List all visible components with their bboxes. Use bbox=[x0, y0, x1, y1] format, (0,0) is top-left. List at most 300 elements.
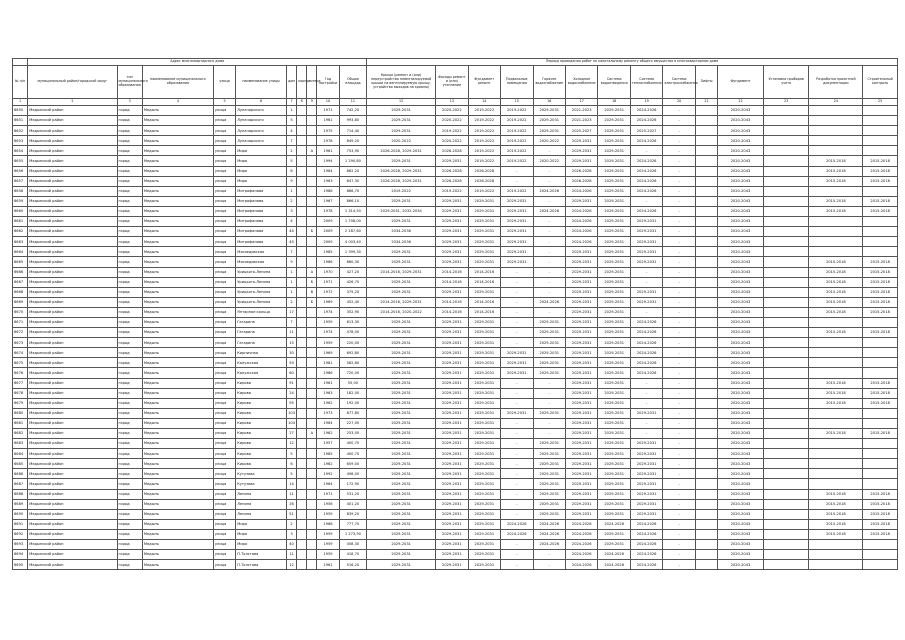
table-cell: 6695 bbox=[13, 560, 28, 570]
table-cell bbox=[809, 459, 863, 469]
table-cell: 2024-2026 bbox=[630, 206, 662, 216]
table-cell: 6653 bbox=[13, 136, 28, 146]
table-cell bbox=[307, 509, 317, 519]
table-cell: - bbox=[663, 459, 695, 469]
table-cell bbox=[307, 247, 317, 257]
table-cell: 2029-2031 bbox=[501, 348, 533, 358]
table-cell bbox=[809, 106, 863, 116]
table-cell bbox=[307, 489, 317, 499]
table-cell: Медынский район bbox=[28, 429, 117, 439]
table-cell: - bbox=[663, 196, 695, 206]
column-number: 16 bbox=[533, 99, 565, 106]
table-cell: 2029-2031 bbox=[533, 469, 565, 479]
table-cell: - bbox=[663, 368, 695, 378]
column-number: 4 bbox=[142, 99, 213, 106]
table-cell: 375,20 bbox=[339, 287, 366, 297]
table-cell: 2029-2031 bbox=[630, 479, 662, 489]
table-cell: 2029-2031 bbox=[598, 267, 630, 277]
table-cell bbox=[695, 277, 717, 287]
table-cell bbox=[297, 459, 307, 469]
table-cell bbox=[695, 217, 717, 227]
table-cell: 6667 bbox=[13, 277, 28, 287]
table-cell: улица bbox=[213, 257, 235, 267]
table-cell: Медынский район bbox=[28, 418, 117, 428]
table-cell: 2024-2026 bbox=[630, 550, 662, 560]
table-cell bbox=[763, 529, 809, 539]
table-cell: - bbox=[533, 287, 565, 297]
column-header: наименование улицы bbox=[236, 66, 287, 99]
column-header: Система теплоснабжения bbox=[630, 66, 662, 99]
table-cell bbox=[763, 489, 809, 499]
column-number: 22 bbox=[718, 99, 764, 106]
column-header: Фундамент bbox=[718, 66, 764, 99]
table-cell: 2015-2018 bbox=[863, 287, 898, 297]
table-cell: улица bbox=[213, 116, 235, 126]
table-cell: - bbox=[501, 489, 533, 499]
table-cell bbox=[297, 560, 307, 570]
table-cell: 6665 bbox=[13, 257, 28, 267]
table-cell bbox=[763, 449, 809, 459]
table-cell: Митрофанова bbox=[236, 186, 287, 196]
table-cell: Медынь bbox=[142, 529, 213, 539]
table-cell: 993,80 bbox=[339, 116, 366, 126]
table-cell bbox=[809, 439, 863, 449]
table-cell bbox=[307, 237, 317, 247]
table-cell: Кутузова bbox=[236, 479, 287, 489]
table-cell: 2029-2031 bbox=[367, 418, 436, 428]
table-cell: 1973 bbox=[317, 408, 339, 418]
table-cell bbox=[809, 126, 863, 136]
table-cell: 2029-2031 bbox=[565, 267, 597, 277]
table-cell: 866,10 bbox=[339, 196, 366, 206]
table-cell: 2020-2043 bbox=[718, 206, 764, 216]
table-cell: город bbox=[117, 358, 142, 368]
table-cell bbox=[297, 146, 307, 156]
table-cell bbox=[297, 166, 307, 176]
table-cell: - bbox=[501, 560, 533, 570]
table-cell: 6652 bbox=[13, 126, 28, 136]
table-cell: 2019-2022 bbox=[501, 186, 533, 196]
table-cell: 2029-2031 bbox=[367, 499, 436, 509]
table-cell: 2034-2036 bbox=[367, 227, 436, 237]
table-cell: 55,00 bbox=[339, 378, 366, 388]
table-cell: 1961 bbox=[317, 560, 339, 570]
table-cell: 2021-2023 bbox=[565, 116, 597, 126]
table-cell: Медынь bbox=[142, 499, 213, 509]
table-cell bbox=[695, 519, 717, 529]
table-cell: 9 bbox=[286, 257, 296, 267]
table-cell: Медынский район bbox=[28, 156, 117, 166]
table-cell: - bbox=[663, 267, 695, 277]
table-cell: - bbox=[501, 317, 533, 327]
table-cell bbox=[695, 116, 717, 126]
table-cell: 1967 bbox=[317, 196, 339, 206]
table-cell bbox=[307, 136, 317, 146]
table-cell: 714,40 bbox=[339, 126, 366, 136]
table-cell: 1986 bbox=[317, 257, 339, 267]
table-cell: - bbox=[663, 217, 695, 227]
column-header: Год постройки bbox=[317, 66, 339, 99]
table-cell bbox=[307, 196, 317, 206]
table-cell: 2 bbox=[286, 297, 296, 307]
table-cell: 2029-2031 bbox=[367, 529, 436, 539]
table-cell bbox=[695, 247, 717, 257]
table-cell: 182,00 bbox=[339, 388, 366, 398]
table-cell: 2020-2043 bbox=[718, 146, 764, 156]
table-cell: 2029-2031 bbox=[533, 338, 565, 348]
table-row bbox=[13, 388, 898, 398]
table-cell: 2020-2043 bbox=[718, 509, 764, 519]
table-cell bbox=[763, 217, 809, 227]
table-cell: 2029-2031 bbox=[598, 136, 630, 146]
table-cell: 2015-2018 bbox=[809, 196, 863, 206]
table-cell: Медынский район bbox=[28, 348, 117, 358]
table-cell: 2029-2031 bbox=[533, 328, 565, 338]
table-cell bbox=[695, 297, 717, 307]
table-cell: улица bbox=[213, 408, 235, 418]
table-cell: 2019-2022 bbox=[468, 106, 500, 116]
table-cell: 2029-2031 bbox=[367, 489, 436, 499]
table-cell: Мира bbox=[236, 176, 287, 186]
table-cell: 2015-2018 bbox=[863, 499, 898, 509]
table-cell: 2024-2026 bbox=[630, 338, 662, 348]
table-cell bbox=[809, 338, 863, 348]
table-cell bbox=[695, 560, 717, 570]
table-cell: 91 bbox=[286, 378, 296, 388]
table-cell bbox=[695, 237, 717, 247]
table-cell: 6693 bbox=[13, 540, 28, 550]
table-row bbox=[13, 217, 898, 227]
table-cell: 1959 bbox=[317, 509, 339, 519]
table-cell: 2019-2022 bbox=[501, 156, 533, 166]
table-cell: Мира bbox=[236, 146, 287, 156]
table-cell: 103 bbox=[286, 408, 296, 418]
table-cell: 2029-2031 bbox=[436, 247, 468, 257]
table-cell bbox=[297, 499, 307, 509]
table-cell: Медынь bbox=[142, 186, 213, 196]
table-cell: 2015-2018 bbox=[863, 257, 898, 267]
table-cell: - bbox=[663, 297, 695, 307]
table-cell: Медынский район bbox=[28, 247, 117, 257]
table-cell: 2029-2031 bbox=[598, 479, 630, 489]
table-cell: Медынский район bbox=[28, 328, 117, 338]
table-cell: - bbox=[663, 429, 695, 439]
table-cell: 2029-2031 bbox=[468, 368, 500, 378]
column-number: 5 bbox=[213, 99, 235, 106]
table-cell: 2029-2031 bbox=[630, 449, 662, 459]
table-cell bbox=[695, 307, 717, 317]
table-cell: 2015-2018 bbox=[809, 509, 863, 519]
table-cell bbox=[763, 176, 809, 186]
table-cell: 2015-2018 bbox=[863, 509, 898, 519]
table-row bbox=[13, 267, 898, 277]
table-cell bbox=[863, 146, 898, 156]
terms-group-header: Период проведения работ по капитальному ремонту общего имущества в многоквартирном доме bbox=[367, 59, 898, 66]
table-cell bbox=[863, 126, 898, 136]
table-cell: - bbox=[501, 540, 533, 550]
table-cell: 2024-2026 bbox=[533, 540, 565, 550]
table-cell: 2024-2026 bbox=[565, 560, 597, 570]
table-cell: 2015-2018 bbox=[863, 328, 898, 338]
table-cell: Медынь bbox=[142, 459, 213, 469]
table-cell bbox=[307, 206, 317, 216]
table-cell: 692,80 bbox=[339, 348, 366, 358]
table-cell: 6664 bbox=[13, 247, 28, 257]
table-cell: 2029-2031 bbox=[630, 499, 662, 509]
table-cell: 172,90 bbox=[339, 479, 366, 489]
table-cell: 2024-2026 bbox=[565, 529, 597, 539]
table-cell: 2019-2022 bbox=[468, 186, 500, 196]
table-cell: 2029-2031 bbox=[598, 418, 630, 428]
table-cell: 2029-2031 bbox=[565, 247, 597, 257]
table-cell: 2029-2031 bbox=[468, 519, 500, 529]
table-cell: - bbox=[663, 106, 695, 116]
table-cell: 2015-2018 bbox=[809, 307, 863, 317]
table-cell: 2029-2031 bbox=[367, 348, 436, 358]
table-cell: 2024-2026 bbox=[533, 519, 565, 529]
table-cell: - bbox=[630, 418, 662, 428]
table-cell bbox=[763, 237, 809, 247]
table-row bbox=[13, 338, 898, 348]
table-cell: город bbox=[117, 348, 142, 358]
table-cell: - bbox=[663, 317, 695, 327]
table-cell: 2015-2018 bbox=[863, 267, 898, 277]
table-row bbox=[13, 277, 898, 287]
table-cell: 2024-2026 bbox=[598, 550, 630, 560]
table-cell: 2029-2031 bbox=[533, 358, 565, 368]
table-cell: - bbox=[663, 146, 695, 156]
table-cell: 2029-2031 bbox=[630, 227, 662, 237]
table-cell: улица bbox=[213, 429, 235, 439]
table-cell: 2020-2043 bbox=[718, 519, 764, 529]
table-cell: Медынь bbox=[142, 297, 213, 307]
table-cell bbox=[809, 550, 863, 560]
table-cell bbox=[863, 317, 898, 327]
table-cell bbox=[809, 317, 863, 327]
table-cell: А bbox=[307, 267, 317, 277]
table-cell: Медынский район bbox=[28, 176, 117, 186]
table-cell: 2029-2031 bbox=[565, 287, 597, 297]
column-header: Крыша (ремонт и (или) переустройство невентилируемой крыши на вентилируемую крышу, устройство выходов на кровлю) bbox=[367, 66, 436, 99]
table-cell: 1981 bbox=[317, 358, 339, 368]
table-cell bbox=[695, 176, 717, 186]
table-cell bbox=[695, 368, 717, 378]
table-cell: 2020-2043 bbox=[718, 156, 764, 166]
table-cell: 2020-2043 bbox=[718, 540, 764, 550]
table-cell: 2026-2028 bbox=[436, 146, 468, 156]
address-group-header: Адрес многоквартирного дома bbox=[28, 59, 367, 66]
table-cell: Кирова bbox=[236, 429, 287, 439]
table-cell: 2015-2018 bbox=[863, 378, 898, 388]
column-number: 11 bbox=[339, 99, 366, 106]
table-cell bbox=[763, 550, 809, 560]
table-cell: П.Толстова bbox=[236, 560, 287, 570]
table-cell: Медынский район bbox=[28, 338, 117, 348]
table-cell: Медынь bbox=[142, 116, 213, 126]
table-cell: 2029-2031 bbox=[436, 287, 468, 297]
column-number: 1 bbox=[13, 99, 28, 106]
table-cell: 2015-2018 bbox=[809, 489, 863, 499]
table-cell: Медынский район bbox=[28, 529, 117, 539]
column-number: 10 bbox=[317, 99, 339, 106]
table-cell bbox=[809, 136, 863, 146]
table-cell: 2029-2031 bbox=[367, 126, 436, 136]
table-cell: 1961 bbox=[317, 378, 339, 388]
table-cell: 2029-2031 bbox=[598, 449, 630, 459]
table-cell: Медынский район bbox=[28, 297, 117, 307]
table-cell: - bbox=[663, 388, 695, 398]
table-cell bbox=[307, 116, 317, 126]
table-cell: 2015-2018 bbox=[809, 388, 863, 398]
column-header: дом bbox=[286, 66, 296, 99]
table-cell: 2020-2043 bbox=[718, 499, 764, 509]
table-cell: Медынский район bbox=[28, 358, 117, 368]
table-cell: 2029-2031 bbox=[468, 247, 500, 257]
table-cell: город bbox=[117, 277, 142, 287]
table-cell: Медынский район bbox=[28, 439, 117, 449]
column-number: 14 bbox=[468, 99, 500, 106]
table-cell: улица bbox=[213, 459, 235, 469]
table-cell: Медынь bbox=[142, 560, 213, 570]
table-cell bbox=[763, 408, 809, 418]
table-cell: - bbox=[663, 116, 695, 126]
table-cell bbox=[297, 368, 307, 378]
table-cell: улица bbox=[213, 338, 235, 348]
table-cell: 2029-2031 bbox=[468, 388, 500, 398]
table-cell: 2019-2022 bbox=[468, 136, 500, 146]
table-cell bbox=[695, 459, 717, 469]
table-cell: 2024-2026 bbox=[630, 560, 662, 570]
table-cell bbox=[307, 186, 317, 196]
table-cell: город bbox=[117, 469, 142, 479]
table-cell: 2020-2043 bbox=[718, 378, 764, 388]
table-cell: 2029-2031 bbox=[598, 358, 630, 368]
table-cell: 2029-2031 bbox=[436, 408, 468, 418]
table-cell: - bbox=[533, 217, 565, 227]
table-cell: - bbox=[630, 388, 662, 398]
table-cell: 2020-2043 bbox=[718, 489, 764, 499]
table-cell: Медынь bbox=[142, 136, 213, 146]
table-cell: город bbox=[117, 398, 142, 408]
table-cell: 2024-2026 bbox=[630, 348, 662, 358]
table-cell bbox=[763, 378, 809, 388]
table-cell: Медынь bbox=[142, 287, 213, 297]
table-cell: 2029-2031 bbox=[436, 328, 468, 338]
table-cell: 2024-2026 bbox=[598, 560, 630, 570]
table-cell bbox=[297, 550, 307, 560]
table-cell: - bbox=[501, 338, 533, 348]
column-number: 3 bbox=[117, 99, 142, 106]
table-cell bbox=[297, 388, 307, 398]
table-cell bbox=[863, 348, 898, 358]
table-cell: Медынь bbox=[142, 307, 213, 317]
table-cell: Калужская bbox=[236, 358, 287, 368]
table-cell bbox=[307, 519, 317, 529]
table-cell: 2024-2026 bbox=[533, 529, 565, 539]
table-cell: Урицкого-Ленина bbox=[236, 267, 287, 277]
table-cell: 51 bbox=[286, 509, 296, 519]
table-cell bbox=[809, 237, 863, 247]
table-cell: город bbox=[117, 540, 142, 550]
table-cell bbox=[307, 176, 317, 186]
table-cell bbox=[863, 449, 898, 459]
table-cell: 6688 bbox=[13, 489, 28, 499]
table-cell: 2020-2022 bbox=[533, 156, 565, 166]
table-cell: 1971 bbox=[317, 277, 339, 287]
table-cell bbox=[297, 479, 307, 489]
table-cell bbox=[863, 186, 898, 196]
table-cell bbox=[297, 237, 307, 247]
table-cell: Медынь bbox=[142, 358, 213, 368]
table-cell: 15 bbox=[286, 338, 296, 348]
table-cell: 6669 bbox=[13, 297, 28, 307]
table-cell: 2014-2016, 2029-2031 bbox=[367, 267, 436, 277]
table-cell: - bbox=[663, 449, 695, 459]
table-cell bbox=[307, 358, 317, 368]
column-header-row bbox=[13, 66, 898, 99]
table-cell bbox=[809, 146, 863, 156]
table-cell: 2029-2031 bbox=[598, 378, 630, 388]
table-cell: 2029-2031 bbox=[367, 469, 436, 479]
table-cell: 2029-2031 bbox=[565, 479, 597, 489]
table-cell bbox=[763, 479, 809, 489]
table-cell: 2029-2031 bbox=[436, 358, 468, 368]
table-cell: 1974 bbox=[317, 328, 339, 338]
table-cell: 2029-2031 bbox=[501, 237, 533, 247]
table-cell bbox=[763, 338, 809, 348]
table-cell: В bbox=[307, 287, 317, 297]
table-cell: 2014-2016 bbox=[436, 267, 468, 277]
table-cell: Медынский район bbox=[28, 257, 117, 267]
table-cell bbox=[863, 116, 898, 126]
table-cell bbox=[763, 247, 809, 257]
table-cell bbox=[307, 398, 317, 408]
table-cell: 849,20 bbox=[339, 136, 366, 146]
table-cell: Медынский район bbox=[28, 560, 117, 570]
table-cell bbox=[695, 338, 717, 348]
table-cell: - bbox=[630, 398, 662, 408]
table-cell: 2029-2031 bbox=[565, 459, 597, 469]
table-cell bbox=[307, 529, 317, 539]
table-row bbox=[13, 227, 898, 237]
table-cell bbox=[297, 328, 307, 338]
table-cell: 498,00 bbox=[339, 469, 366, 479]
column-number: 24 bbox=[809, 99, 863, 106]
table-cell: 2024-2026 bbox=[630, 540, 662, 550]
table-cell: 2015-2018 bbox=[809, 398, 863, 408]
table-cell: 2019-2022 bbox=[436, 126, 468, 136]
table-cell: 2029-2031 bbox=[630, 247, 662, 257]
table-cell: 2020-2022 bbox=[436, 106, 468, 116]
column-header: тип муниципального образования bbox=[117, 66, 142, 99]
table-cell: 1986 bbox=[317, 186, 339, 196]
table-cell: город bbox=[117, 489, 142, 499]
table-cell: 2015-2018 bbox=[809, 287, 863, 297]
table-cell bbox=[297, 116, 307, 126]
table-cell: 6 bbox=[286, 166, 296, 176]
table-cell: 1963 bbox=[317, 388, 339, 398]
table-cell: 2029-2031 bbox=[468, 418, 500, 428]
table-cell bbox=[695, 126, 717, 136]
table-row bbox=[13, 540, 898, 550]
table-cell: 1964 bbox=[317, 166, 339, 176]
table-cell: 5 bbox=[286, 116, 296, 126]
table-cell bbox=[809, 540, 863, 550]
table-cell: 2029-2031 bbox=[367, 378, 436, 388]
table-cell: 2029-2031 bbox=[565, 398, 597, 408]
table-cell: 2029-2031 bbox=[501, 206, 533, 216]
table-cell: 2029-2031 bbox=[630, 257, 662, 267]
